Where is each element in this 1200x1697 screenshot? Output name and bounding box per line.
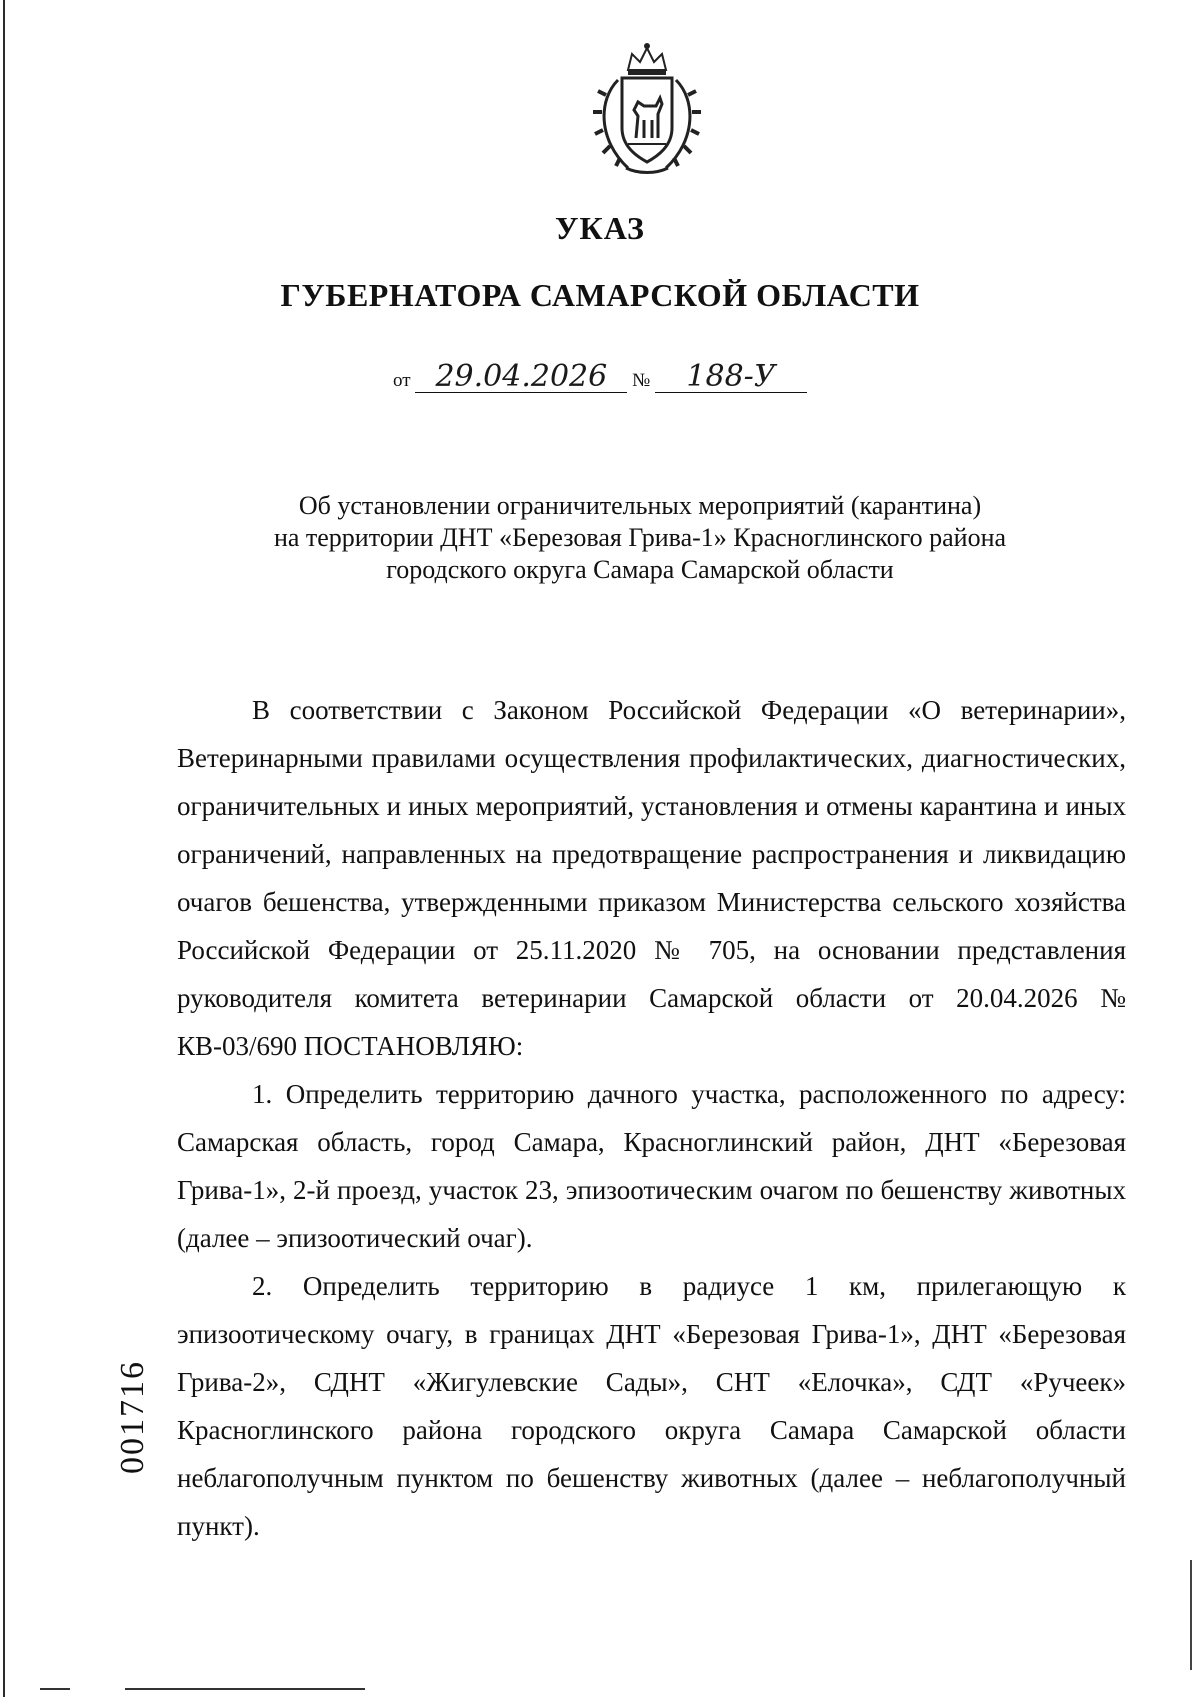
- margin-serial-number: 001716: [114, 1360, 151, 1474]
- document-issuer: ГУБЕРНАТОРА САМАРСКОЙ ОБЛАСТИ: [280, 277, 920, 313]
- date-prefix: от: [393, 370, 411, 391]
- subject-line: на территории ДНТ «Березовая Грива-1» Красноглинского района: [273, 523, 1007, 552]
- bottom-rule-segment: [40, 1688, 70, 1690]
- decree-number: 188-У: [655, 362, 807, 393]
- subject-line: городского округа Самара Самарской области: [386, 555, 894, 584]
- decree-date: 29.04.2026: [415, 362, 627, 393]
- decree-subject: [220, 490, 1060, 586]
- decree-item-2: 2. Определить территорию в радиусе 1 км, прилегающую к эпизоотическому очагу, в границах ДНТ «Березовая Грива-1», ДНТ «Березовая Грива-2», СДНТ «Жигулевские Сады», СНТ «Елочка», СДТ «Ручеек» Красноглинского района городского округа Самара Самарской области неблагополучным пунктом по бешенству животных (далее – неблагополучный пункт).: [177, 1271, 1126, 1541]
- number-prefix: №: [632, 370, 651, 391]
- decree-item-1: 1. Определить территорию дачного участка, расположенного по адресу: Самарская область, город Самара, Красноглинский район, ДНТ «Березовая Грива-1», 2-й проезд, участок 23, эпизоотическим очагом по бешенству животных (далее – эпизоотический очаг).: [177, 1079, 1126, 1253]
- left-margin-rule: [3, 0, 5, 1697]
- decree-date-number-line: [0, 359, 1200, 394]
- samara-region-coat-of-arms-icon: [588, 40, 706, 180]
- decree-body: [177, 686, 1126, 1550]
- right-margin-rule: [1190, 1560, 1192, 1670]
- bottom-rule-segment: [125, 1688, 365, 1690]
- subject-line: Об установлении ограничительных мероприятий (карантина): [298, 491, 982, 520]
- preamble-paragraph: В соответствии с Законом Российской Федерации «О ветеринарии», Ветеринарными правилами осуществления профилактических, диагностических, ограничительных и иных мероприятий, установления и отмены карантина и иных ограничений, направленных на предотвращение распространения и ликвидацию очагов бешенства, утвержденными приказом Министерства сельского хозяйства Российской Федерации от 25.11.2020 № 705, на основании представления руководителя комитета ветеринарии Самарской области от 20.04.2026 № КВ-03/690 ПОСТАНОВЛЯЮ:: [177, 695, 1126, 1061]
- document-title: УКАЗ: [555, 210, 645, 246]
